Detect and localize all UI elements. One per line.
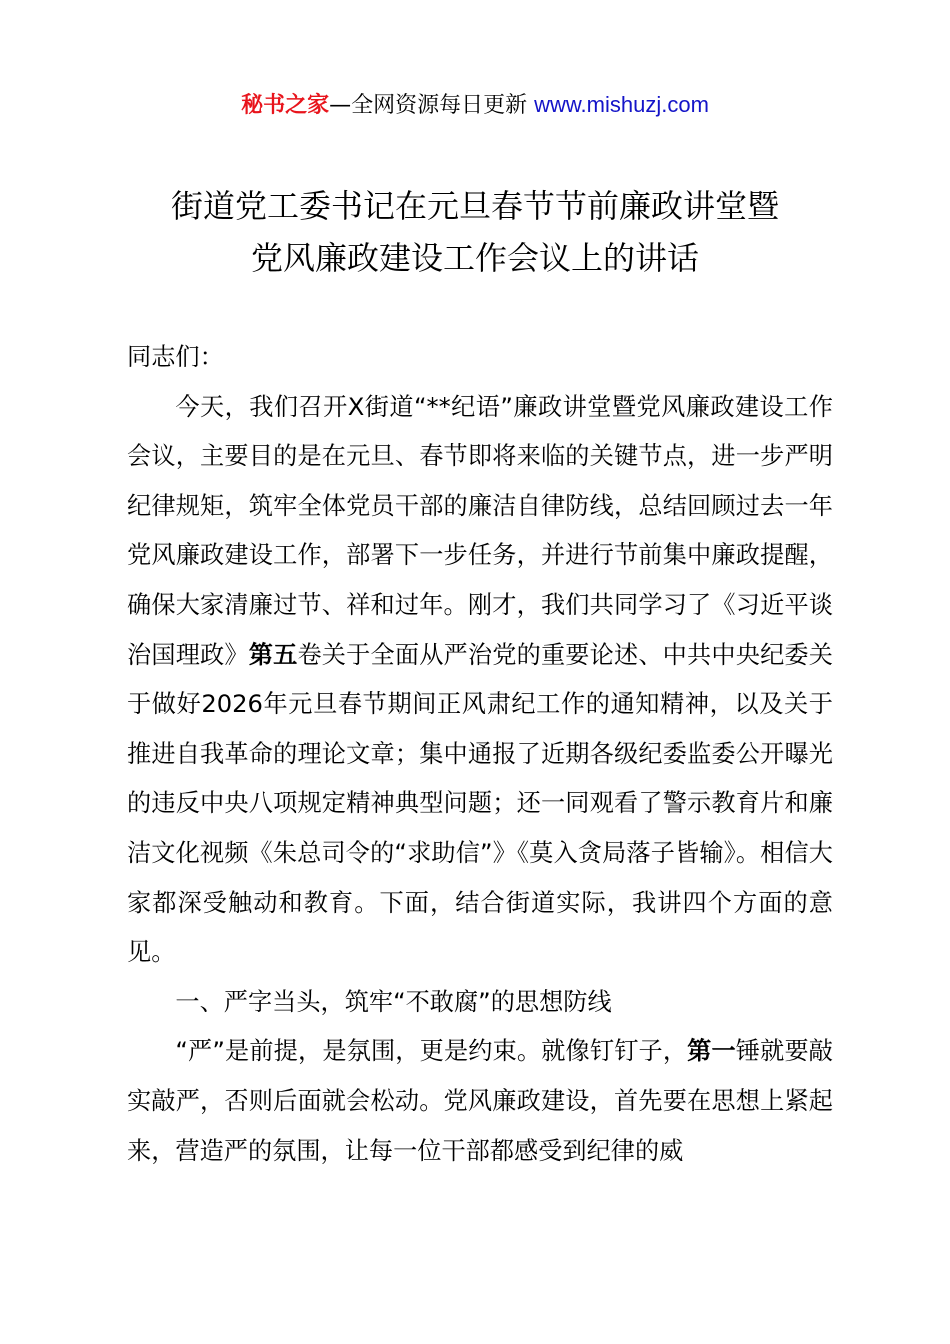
bold-text-volume: 第五 [248, 640, 298, 669]
paragraph-intro [127, 383, 833, 978]
paragraph-strict-part-2: 锤就要敲实敲严，否则后面就会松动。党风廉政建设，首先要在思想上紧起来，营造严的氛围，让每一位干部都感受到纪律的威 [127, 1037, 833, 1165]
header-tagline: —全网资源每日更新 [329, 93, 535, 118]
section-heading-1: 一、严字当头，筑牢“不敢腐”的思想防线 [175, 987, 612, 1016]
site-link[interactable]: www.mishuzj.com [534, 92, 709, 117]
salutation: 同志们： [127, 343, 224, 371]
bold-text-first: 第一 [687, 1037, 736, 1066]
title-line-2: 党风廉政建设工作会议上的讲话 [250, 239, 699, 277]
document-title [100, 180, 850, 284]
document-body [127, 333, 833, 1176]
brand-name: 秘书之家 [241, 93, 330, 118]
paragraph-strict-part-1: “严”是前提，是氛围，更是约束。就像钉钉子， [175, 1037, 688, 1066]
site-header-banner [0, 88, 950, 123]
paragraph-intro-part-2: 卷关于全面从严治党的重要论述、中共中央纪委关于做好2026年元旦春节期间正风肃纪工作的通知精神，以及关于推进自我革命的理论文章；集中通报了近期各级纪委监委公开曝光的违反中央八项规定精神典型问题；还一同观看了警示教育片和廉洁文化视频《朱总司令的“求助信”》《莫入贪局落子皆输》。相信大家都深受触动和教育。下面，结合街道实际，我讲四个方面的意见。 [127, 640, 833, 967]
paragraph-intro-part-1: 今天，我们召开X街道“**纪语”廉政讲堂暨党风廉政建设工作会议，主要目的是在元旦、春节即将来临的关键节点，进一步严明纪律规矩，筑牢全体党员干部的廉洁自律防线，总结回顾过去一年党风廉政建设工作，部署下一步任务，并进行节前集中廉政提醒，确保大家清廉过节、祥和过年。刚才，我们共同学习了《习近平谈治国理政》 [127, 392, 833, 669]
title-line-1: 街道党工委书记在元旦春节节前廉政讲堂暨 [170, 187, 779, 225]
paragraph-strict [127, 1027, 833, 1176]
